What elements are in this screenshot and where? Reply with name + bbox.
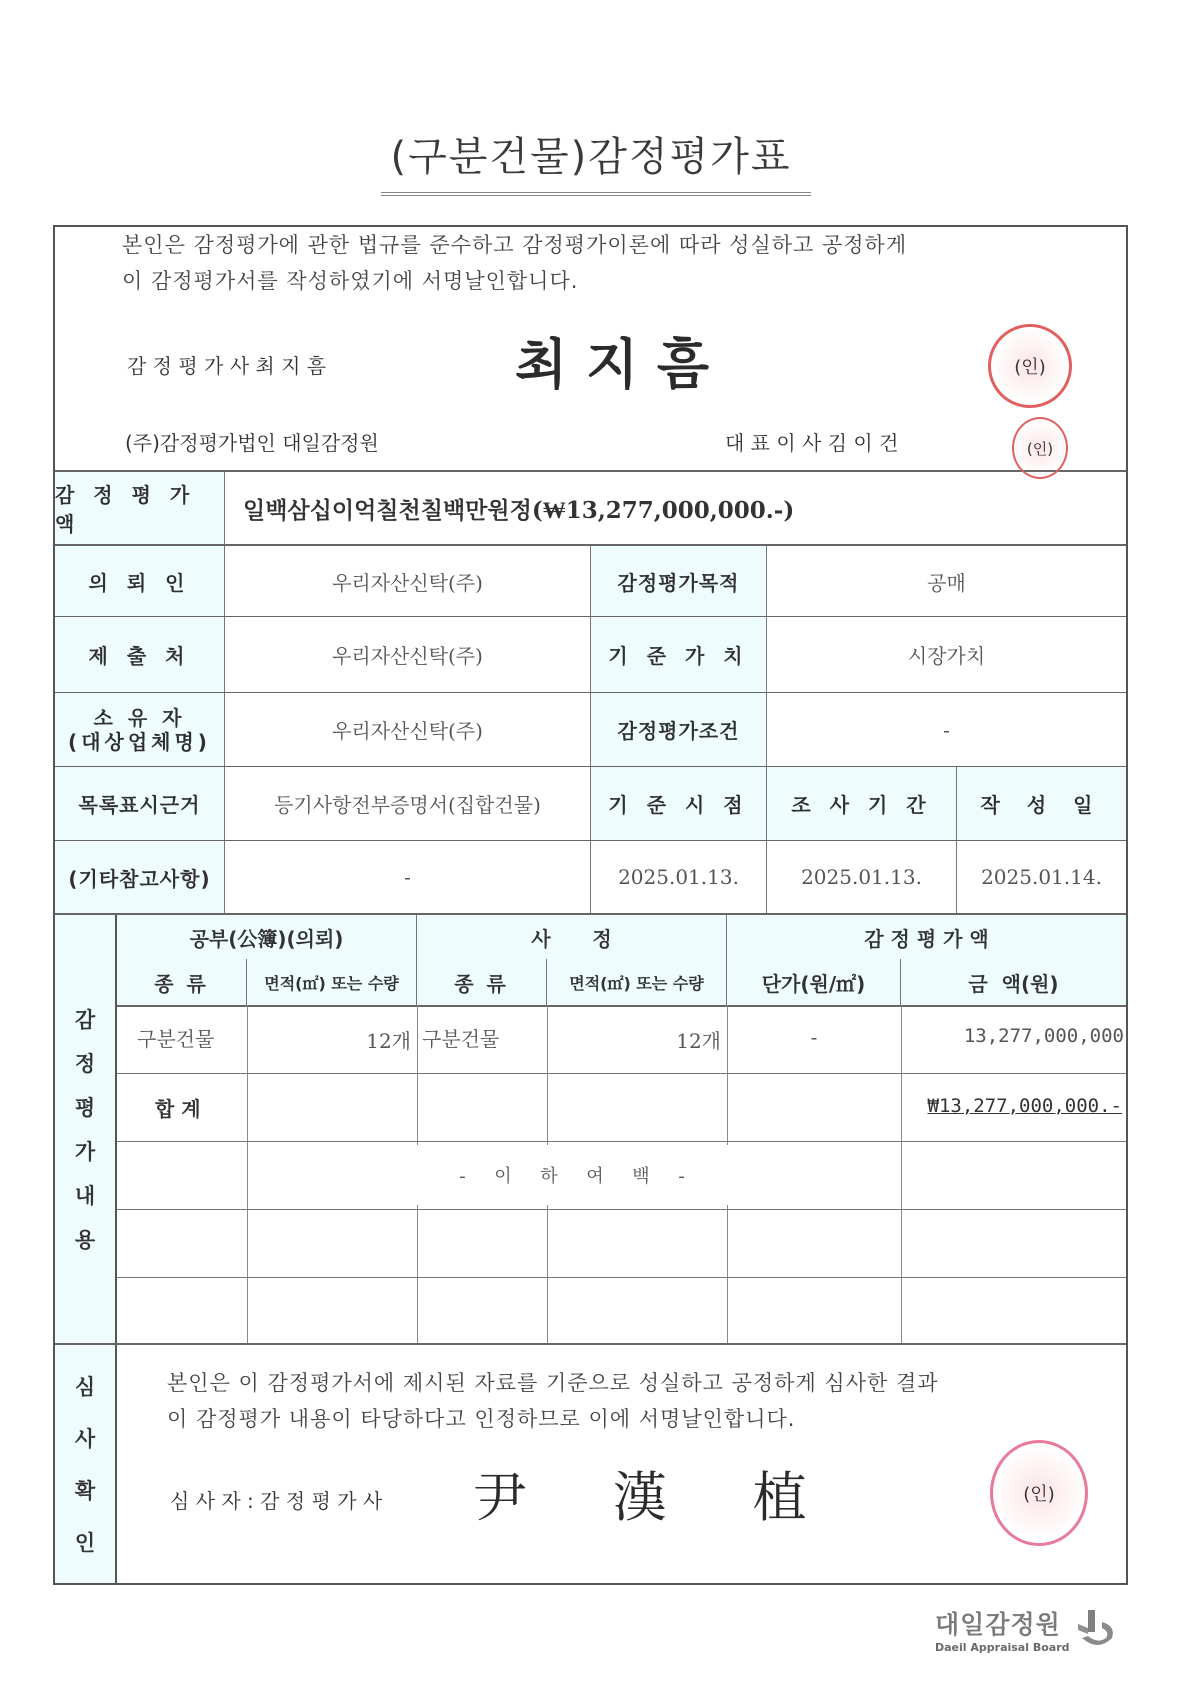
base-date-value: 2025.01.13. bbox=[591, 841, 767, 913]
other-value: - bbox=[225, 841, 591, 913]
review-line-1: 본인은 이 감정평가서에 제시된 자료를 기준으로 성실하고 공정하게 심사한 결과 bbox=[167, 1371, 939, 1395]
reviewer-seal-stamp bbox=[990, 1440, 1088, 1546]
reviewer-seal-mark: (인) bbox=[1023, 1484, 1055, 1505]
row-qty-actual: 12개 bbox=[676, 1029, 721, 1053]
review-side-label bbox=[55, 1345, 117, 1583]
details-body bbox=[117, 1005, 1126, 1343]
client-value: 우리자산신탁(주) bbox=[225, 546, 591, 616]
table-row bbox=[117, 1005, 1126, 1073]
owner-label bbox=[55, 693, 225, 766]
row-kind-actual: 구분건물 bbox=[422, 1027, 500, 1051]
amount-row bbox=[55, 472, 1126, 546]
declaration-section bbox=[55, 227, 1126, 472]
base-date-label: 기 준 시 점 bbox=[591, 767, 767, 840]
side-char: 정 bbox=[74, 1052, 96, 1076]
logo-korean: 대일감정원 bbox=[935, 1610, 1061, 1639]
list-basis-label: 목록표시근거 bbox=[55, 767, 225, 840]
row-qty-official: 12개 bbox=[366, 1029, 411, 1053]
declaration-text bbox=[122, 227, 907, 299]
col-amount: 금 액(원) bbox=[968, 971, 1059, 996]
row-kind-official: 구분건물 bbox=[137, 1027, 215, 1051]
client-label: 의 뢰 인 bbox=[55, 546, 225, 616]
side-char: 인 bbox=[74, 1531, 96, 1555]
total-value: ₩13,277,000,000.- bbox=[927, 1095, 1122, 1117]
col-unit-price: 단가(원/㎡) bbox=[727, 959, 901, 1005]
condition-label: 감정평가조건 bbox=[591, 693, 767, 766]
side-char: 감 bbox=[74, 1008, 96, 1032]
submit-label: 제 출 처 bbox=[55, 617, 225, 692]
row-amount: 13,277,000,000 bbox=[963, 1025, 1124, 1047]
appraiser-signature: 최 지 흠 bbox=[515, 332, 710, 396]
created-date-label: 작 성 일 bbox=[957, 767, 1126, 840]
reviewer-label: 심 사 자 : 감 정 평 가 사 bbox=[170, 1489, 383, 1513]
appraisal-sheet bbox=[53, 225, 1128, 1585]
column-header-row bbox=[117, 959, 1126, 1007]
other-row bbox=[55, 841, 1126, 915]
col-qty-actual: 면적(㎡) 또는 수량 bbox=[547, 959, 727, 1005]
purpose-label: 감정평가목적 bbox=[591, 546, 767, 616]
submit-value: 우리자산신탁(주) bbox=[225, 617, 591, 692]
side-char: 심 bbox=[74, 1375, 96, 1399]
basis-label: 기 준 가 치 bbox=[591, 617, 767, 692]
col-qty-official: 면적(㎡) 또는 수량 bbox=[247, 959, 417, 1005]
amount-label: 감 정 평 가 액 bbox=[55, 472, 225, 544]
created-date-value: 2025.01.14. bbox=[981, 865, 1102, 889]
appraiser-seal-stamp bbox=[988, 324, 1072, 408]
other-label: (기타참고사항) bbox=[55, 841, 225, 913]
details-section bbox=[55, 915, 1126, 1345]
owner-row bbox=[55, 693, 1126, 767]
side-char: 사 bbox=[74, 1427, 96, 1451]
logo-english: Daeil Appraisal Board bbox=[935, 1641, 1070, 1654]
total-label: 합 계 bbox=[155, 1097, 201, 1121]
side-char: 확 bbox=[74, 1479, 96, 1503]
owner-label-line-1: 소 유 자 bbox=[93, 705, 186, 730]
blank-below-note: - 이 하 여 백 - bbox=[407, 1145, 737, 1205]
seal-mark: (인) bbox=[1014, 357, 1046, 378]
logo-mark-icon bbox=[1076, 1608, 1118, 1652]
purpose-value: 공매 bbox=[927, 570, 966, 595]
client-row bbox=[55, 546, 1126, 617]
group-header-actual: 사 정 bbox=[417, 915, 727, 959]
submit-row bbox=[55, 617, 1126, 693]
review-line-2: 이 감정평가 내용이 타당하다고 인정하므로 이에 서명날인합니다. bbox=[167, 1407, 796, 1431]
group-header-amount: 감 정 평 가 액 bbox=[864, 926, 989, 951]
survey-period-value: 2025.01.13. bbox=[767, 841, 957, 913]
group-header-official: 공부(公簿)(의뢰) bbox=[117, 915, 417, 959]
basis-value: 시장가치 bbox=[907, 644, 986, 668]
side-char: 내 bbox=[74, 1184, 96, 1208]
list-basis-value: 등기사항전부증명서(집합건물) bbox=[225, 767, 591, 840]
col-kind-actual: 종 류 bbox=[417, 959, 547, 1005]
appraiser-label: 감 정 평 가 사 최 지 흠 bbox=[127, 354, 327, 378]
declaration-line-2: 이 감정평가서를 작성하였기에 서명날인합니다. bbox=[122, 269, 579, 293]
ceo-seal-stamp bbox=[1012, 417, 1068, 479]
total-row bbox=[117, 1073, 1126, 1141]
ceo-label: 대 표 이 사 김 이 건 bbox=[725, 431, 899, 455]
condition-value: - bbox=[943, 717, 950, 742]
amount-value: 일백삼십이억칠천칠백만원정(₩13,277,000,000.-) bbox=[243, 496, 795, 524]
details-side-label bbox=[55, 915, 117, 1343]
page-title: (구분건물)감정평가표 bbox=[381, 125, 812, 196]
owner-value: 우리자산신탁(주) bbox=[225, 693, 591, 766]
list-basis-row bbox=[55, 767, 1126, 841]
side-char: 가 bbox=[74, 1140, 96, 1164]
col-kind-official: 종 류 bbox=[117, 959, 247, 1005]
title-area bbox=[0, 125, 1192, 196]
side-char: 용 bbox=[74, 1228, 96, 1252]
firm-name: (주)감정평가법인 대일감정원 bbox=[125, 431, 379, 455]
review-text bbox=[167, 1365, 939, 1437]
ceo-seal-mark: (인) bbox=[1026, 439, 1054, 458]
side-char: 평 bbox=[74, 1096, 96, 1120]
reviewer-signature: 尹 漢 植 bbox=[473, 1466, 807, 1529]
row-unit-price: - bbox=[810, 1025, 818, 1049]
owner-label-line-2: (대상업체명) bbox=[68, 729, 211, 754]
group-header-row bbox=[117, 915, 1126, 961]
declaration-line-1: 본인은 감정평가에 관한 법규를 준수하고 감정평가이론에 따라 성실하고 공정하게 bbox=[122, 233, 908, 257]
company-logo bbox=[935, 1605, 1118, 1654]
survey-period-label: 조 사 기 간 bbox=[767, 767, 957, 840]
review-section bbox=[55, 1345, 1126, 1583]
